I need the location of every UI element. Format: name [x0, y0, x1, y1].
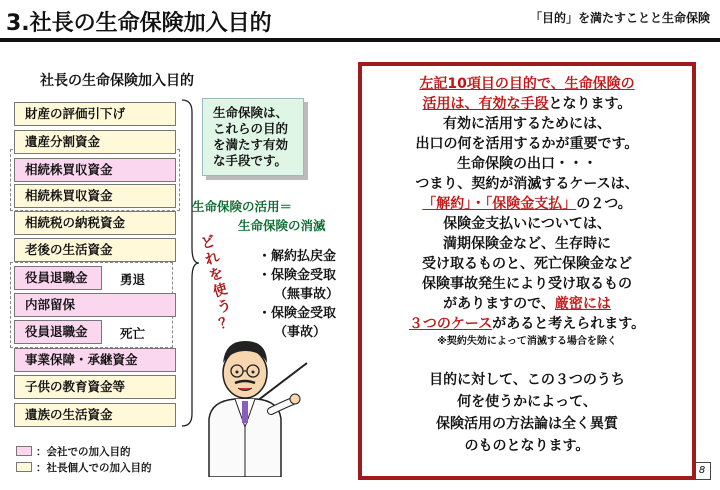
explanation-highlight: 活用は、有効な手段 [422, 96, 549, 112]
exit-option: ・解約払戻金 [258, 249, 337, 264]
retirement-label: 勇退 [120, 272, 146, 287]
purpose-item: 相続株買収資金 [14, 184, 176, 208]
callout-line: これらの目的 [213, 121, 289, 136]
explanation-text: がありますので、 [443, 296, 555, 312]
explanation-highlight: 厳密には [554, 296, 611, 312]
callout-box [202, 98, 304, 176]
which-to-use-vertical [195, 232, 236, 333]
explanation-line: 満期保険金など、生存時に [443, 236, 611, 252]
exit-option: ・保険金受取 [258, 268, 337, 283]
usage-equation-2: 生命保険の消滅 [238, 218, 326, 233]
exit-option: （事故） [274, 325, 327, 340]
explanation-line: 出口の何を活用するかが重要です。 [415, 136, 639, 152]
vertical-char: を [207, 265, 226, 285]
explanation-line [362, 194, 692, 214]
section-heading: 社長の生命保険加入目的 [40, 73, 194, 89]
conclusion-line: 何を使うかによって、 [457, 394, 597, 410]
explanation-text: となります。 [548, 96, 632, 112]
explanation-line: 生命保険の出口・・・ [457, 156, 597, 172]
purpose-item: 子供の教育資金等 [14, 375, 176, 399]
explanation-line: 保険事故発生により受け取るもの [422, 276, 632, 292]
title-divider [0, 38, 720, 42]
vertical-char: 使 [211, 281, 230, 301]
explanation-line [362, 294, 692, 314]
exit-option: （無事故） [274, 287, 340, 302]
purpose-item: 相続税の納税資金 [14, 211, 176, 235]
purpose-item: 事業保障・承継資金 [14, 348, 176, 372]
teacher-illustration [195, 335, 315, 477]
vertical-char: ど [199, 233, 218, 253]
purpose-item: 老後の生活資金 [14, 238, 176, 262]
explanation-highlight: 「解約」・「保険金支払」 [422, 196, 577, 212]
explanation-box [358, 62, 696, 480]
explanation-note: ※契約失効によって消滅する場合を除く [437, 336, 617, 347]
callout-line: 生命保険は、 [213, 105, 289, 120]
explanation-line: 左記10項目の目的で、生命保険の [419, 76, 635, 92]
page-title: 3.社長の生命保険加入目的 [6, 11, 272, 36]
legend-swatch-pink [16, 446, 32, 456]
legend-label-company: ：会社での加入目的 [36, 446, 131, 458]
legend-swatch-beige [16, 462, 32, 472]
purpose-item: 相続株買収資金 [14, 158, 176, 182]
purpose-item: 遺産分割資金 [14, 130, 176, 154]
callout-line: な手段です。 [213, 153, 288, 168]
callout-line: を満たす有効 [213, 137, 289, 152]
exit-option: ・保険金受取 [258, 306, 337, 321]
legend-label-personal: ：社長個人での加入目的 [36, 462, 152, 474]
vertical-char: れ [203, 249, 222, 269]
purpose-item: 役員退職金 [14, 266, 102, 290]
explanation-highlight: ３つのケース [408, 316, 493, 332]
explanation-text: の２つ。 [576, 196, 632, 212]
death-label: 死亡 [120, 326, 146, 341]
purpose-item: 財産の評価引下げ [14, 102, 176, 126]
purpose-item: 遺族の生活資金 [14, 403, 176, 427]
vertical-char: ？ [217, 313, 236, 333]
page-number: 8 [693, 462, 711, 480]
explanation-text: があると考えられます。 [492, 316, 646, 332]
conclusion-line: のものとなります。 [464, 438, 590, 454]
explanation-line: つまり、契約が消滅するケースは、 [415, 176, 639, 192]
conclusion-line: 目的に対して、この３つのうち [429, 372, 625, 388]
purpose-item: 内部留保 [14, 293, 176, 317]
explanation-line [362, 94, 692, 114]
explanation-line: 保険金支払いについては、 [443, 216, 611, 232]
explanation-line: 有効に活用するためには、 [443, 116, 611, 132]
purpose-item: 役員退職金 [14, 320, 102, 344]
conclusion-line: 保険活用の方法論は全く異質 [436, 416, 618, 432]
usage-equation-1: 生命保険の活用＝ [192, 199, 293, 214]
explanation-line [362, 314, 692, 334]
vertical-char: う [215, 297, 234, 317]
page-subtitle: 「目的」を満たすことと生命保険 [529, 11, 710, 25]
explanation-line: 受け取るものと、死亡保険金など [422, 256, 632, 272]
